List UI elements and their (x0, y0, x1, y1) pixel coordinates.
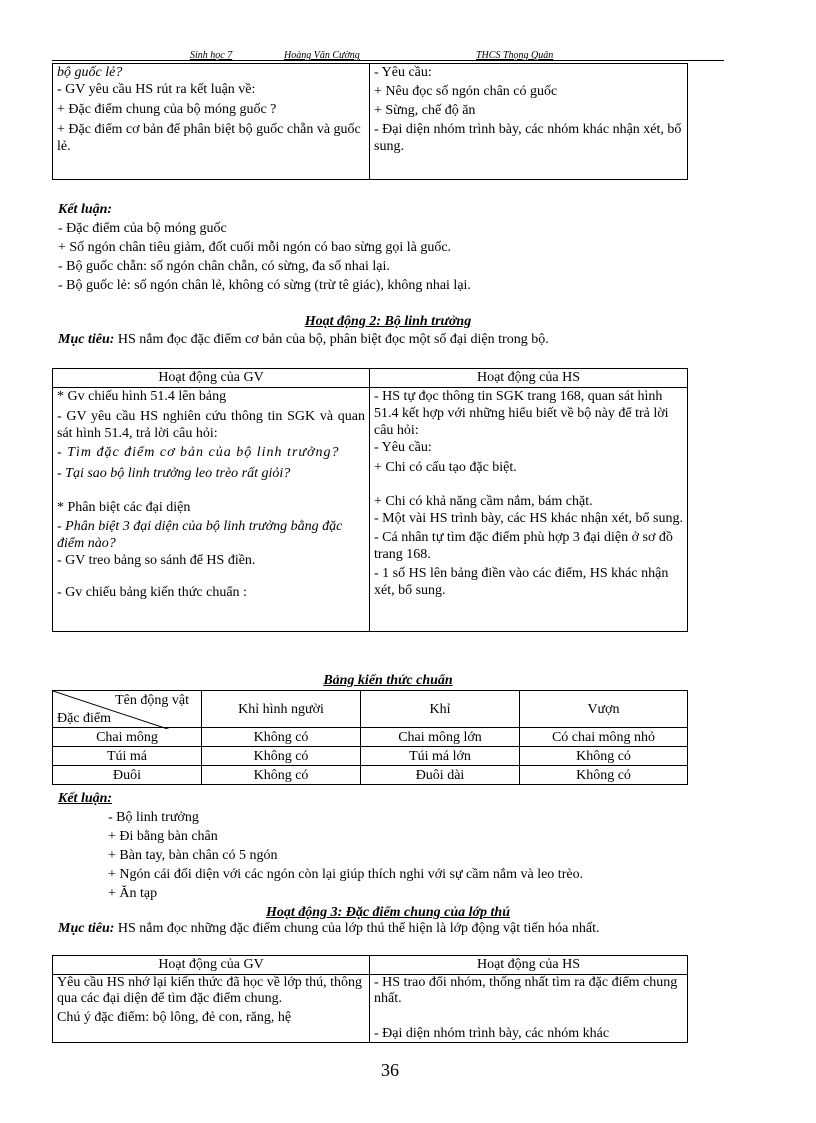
text-line: * Gv chiếu hình 51.4 lên bảng (57, 389, 227, 404)
row-label: Túi má (53, 747, 202, 766)
activity-2-title: Hoạt động 2: Bộ linh trưởng (304, 314, 472, 329)
activity-table-1 (52, 63, 688, 180)
page-header (52, 44, 724, 61)
goal-text: HS nắm đọc những đặc điểm chung của lớp thú thể hiện là lớp động vật tiến hóa nhất. (117, 921, 600, 936)
column-header: Hoạt động của HS (370, 369, 688, 388)
text-line: + Ngón cái đối diện với các ngón còn lại giúp thích nghi với sự cầm nắm và leo trèo. (108, 867, 584, 882)
text-line: - Gv chiếu bảng kiến thức chuẩn : (57, 585, 247, 600)
table-3-title: Bảng kiến thức chuẩn (323, 673, 453, 688)
text-line: - Tìm đặc điểm cơ bản của bộ linh trưởng? (57, 445, 340, 460)
text-line: Yêu cầu HS nhớ lại kiến thức đã học về lớp thú, thông qua các đại diện để tìm đặc điểm chung. (57, 975, 363, 1006)
text-line: + Số ngón chân tiêu giảm, đốt cuối mỗi ngón có bao sừng gọi là guốc. (58, 240, 452, 255)
conclusion-1 (58, 201, 718, 294)
header-author: Hoàng Văn Cường (284, 50, 360, 61)
text-line: + Chi có cấu tạo đặc biệt. (374, 460, 517, 475)
text-line: bộ guốc lẻ? (57, 65, 123, 80)
text-line: + Nêu đọc số ngón chân có guốc (374, 84, 558, 99)
column-header: Khỉ (361, 691, 520, 728)
text-line: Chú ý đặc điểm: bộ lông, đẻ con, răng, hệ (57, 1010, 292, 1025)
conclusion-title: Kết luận: (58, 202, 113, 217)
column-header: Hoạt động của GV (53, 956, 370, 975)
text-line: - Yêu cầu: (374, 65, 432, 80)
text-line: - Bộ guốc lẻ: số ngón chân lẻ, không có sừng (trừ tê giác), không nhai lại. (58, 278, 471, 293)
table-row (53, 747, 688, 766)
hs-column (370, 388, 688, 632)
goal-text: HS nắm đọc đặc điểm cơ bản của bộ, phân biệt đọc một số đại diện trong bộ. (117, 332, 549, 347)
text-line: - Một vài HS trình bày, các HS khác nhận xét, bổ sung. (374, 511, 683, 526)
corner-diagonal (53, 691, 201, 727)
goal-label: Mục tiêu: (58, 332, 115, 347)
corner-cell (53, 691, 202, 728)
activity-table-3 (52, 955, 688, 1043)
corner-bottom-label: Đặc điểm (57, 711, 112, 726)
goal-label: Mục tiêu: (58, 921, 115, 936)
header-school: THCS Thọng Quân (476, 50, 554, 61)
text-line: - HS tự đọc thông tin SGK trang 168, quan sát hình 51.4 kết hợp với những hiểu biết về bộ này để trả lời câu hỏi: (374, 389, 669, 438)
text-line: - Đại diện nhóm trình bày, các nhóm khác nhận xét, bổ sung. (374, 122, 682, 154)
text-line: - GV yêu cầu HS nghiên cứu thông tin SGK và quan sát hình 51.4, trả lời câu hỏi: (57, 409, 365, 441)
text-line: + Sừng, chế độ ăn (374, 103, 476, 118)
column-header: Hoạt động của GV (53, 369, 370, 388)
gv-column (53, 64, 370, 180)
row-label: Đuôi (53, 766, 202, 785)
table-cell: Chai mông lớn (361, 728, 520, 747)
text-line: + Đặc điểm cơ bản để phân biệt bộ guốc chẵn và guốc lẻ. (57, 122, 361, 154)
text-line: - GV treo bảng so sánh để HS điền. (57, 553, 256, 568)
text-line: - Tại sao bộ linh trưởng leo trèo rất giỏi? (57, 466, 291, 481)
table-cell: Đuôi dài (361, 766, 520, 785)
header-subject: Sinh học 7 (190, 50, 233, 61)
text-line: - Bộ linh trưởng (108, 810, 199, 825)
text-line: - Đặc điểm của bộ móng guốc (58, 221, 227, 236)
column-header: Vượn (520, 691, 688, 728)
table-cell: Không có (202, 747, 361, 766)
column-header: Khỉ hình người (202, 691, 361, 728)
text-line: + Đi bằng bàn chân (108, 829, 218, 844)
row-label: Chai mông (53, 728, 202, 747)
activity-2-goal (58, 331, 758, 348)
text-line: + Chi có khả năng cầm nắm, bám chặt. (374, 494, 593, 509)
gv-column (53, 975, 370, 1043)
text-line: - 1 số HS lên bảng điền vào các điểm, HS khác nhận xét, bổ sung. (374, 566, 669, 598)
page-number: 36 (381, 1060, 399, 1080)
table-row (53, 766, 688, 785)
activity-table-2 (52, 368, 688, 632)
text-line: + Ăn tạp (108, 886, 158, 901)
text-line: - Bộ guốc chẵn: số ngón chân chẵn, có sừng, đa số nhai lại. (58, 259, 390, 274)
table-cell: Không có (202, 728, 361, 747)
hs-column (370, 64, 688, 180)
activity-3-title: Hoạt động 3: Đặc điểm chung của lớp thú (266, 905, 510, 920)
table-cell: Có chai mông nhỏ (520, 728, 688, 747)
text-line: * Phân biệt các đại diện (57, 500, 191, 515)
gv-column (53, 388, 370, 632)
activity-3-goal (58, 921, 730, 936)
text-line: - HS trao đổi nhóm, thống nhất tìm ra đặc điểm chung nhất. (374, 975, 678, 1006)
table-cell: Không có (520, 766, 688, 785)
text-line: - Đại diện nhóm trình bày, các nhóm khác (374, 1026, 610, 1041)
table-cell: Túi má lớn (361, 747, 520, 766)
column-header: Hoạt động của HS (370, 956, 688, 975)
corner-top-label: Tên động vật (115, 693, 189, 708)
conclusion-2 (58, 790, 758, 902)
text-line: - Cá nhân tự tìm đặc điểm phù hợp 3 đại diện ở sơ đồ trang 168. (374, 530, 673, 562)
table-cell: Không có (202, 766, 361, 785)
table-row (53, 728, 688, 747)
text-line: - GV yêu cầu HS rút ra kết luận về: (57, 82, 256, 97)
text-line: + Bàn tay, bàn chân có 5 ngón (108, 848, 278, 863)
text-line: - Yêu cầu: (374, 440, 432, 455)
text-line: - Phân biệt 3 đại diện của bộ linh trưởng bằng đặc điểm nào? (57, 519, 343, 551)
text-line: + Đặc điểm chung của bộ móng guốc ? (57, 102, 277, 117)
conclusion-title: Kết luận: (58, 791, 113, 806)
comparison-table (52, 690, 688, 785)
hs-column (370, 975, 688, 1043)
table-cell: Không có (520, 747, 688, 766)
